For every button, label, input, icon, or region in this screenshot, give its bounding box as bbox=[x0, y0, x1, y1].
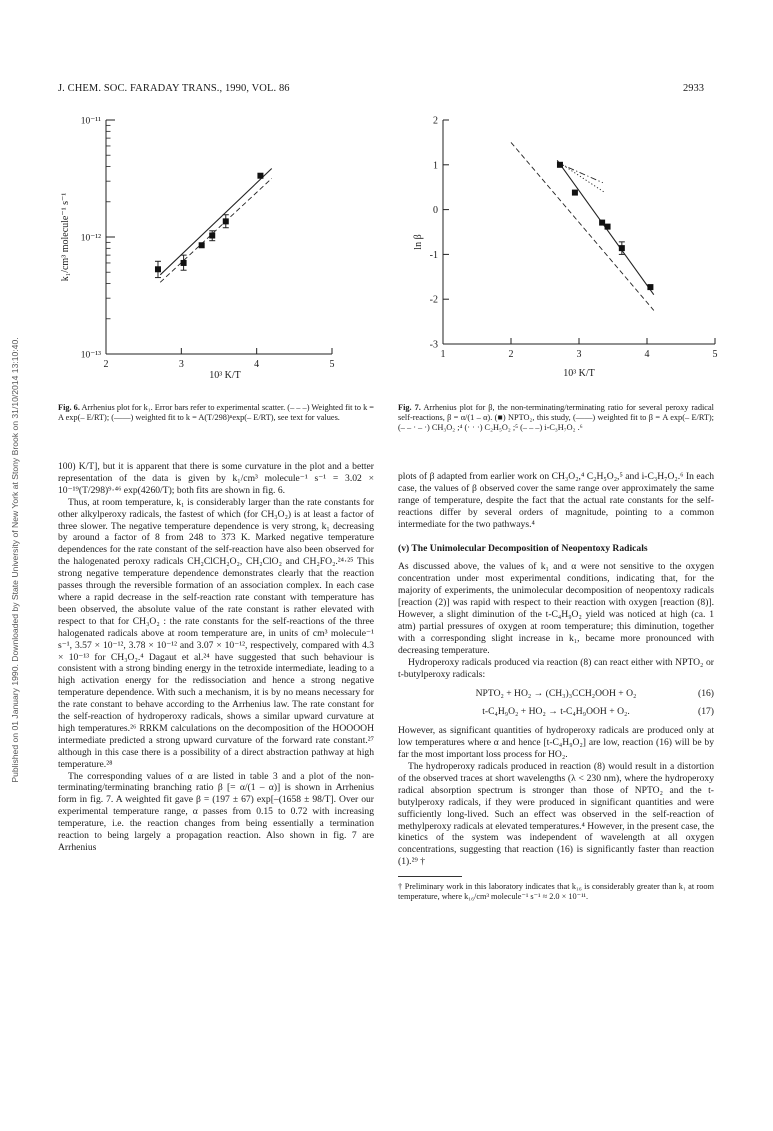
figure-6-label: Fig. 6. bbox=[58, 403, 80, 412]
x-tick-label: 4 bbox=[254, 359, 260, 370]
page-number: 2933 bbox=[683, 83, 704, 94]
footnote: † Preliminary work in this laboratory indicates that k₁₆ is considerably greater than k₁ at room temperature, where k₁₆/cm³ molecule⁻¹ s⁻¹ ≈ 2.0 × 10⁻¹¹. bbox=[398, 882, 714, 902]
equation-16-number: (16) bbox=[698, 687, 714, 699]
y-tick-label: -3 bbox=[429, 339, 438, 351]
x-tick-label: 5 bbox=[712, 349, 718, 360]
x-tick-label: 2 bbox=[508, 349, 514, 360]
fit-line-dash-dot bbox=[557, 163, 603, 183]
running-head: J. CHEM. SOC. FARADAY TRANS., 1990, VOL. 86 bbox=[58, 83, 290, 94]
y-axis-label: k₁/cm³ molecule⁻¹ s⁻¹ bbox=[60, 192, 71, 282]
right-paragraph-2: As discussed above, the values of k₁ and α were not sensitive to the oxygen concentration under most experimental conditions, indicating that, for the majority of experiments, the unimolecular decomposition of neopentoxy radicals [reaction (2)] was rapid with respect to their reaction with oxygen [reaction (8)]. However, a slight diminution of the t-C₄H₉O₂ yield was noticed at high (ca. 1 atm) partial pressures of oxygen at room temperature; this diminution, together with a corresponding slight increase in k₁, became more pronounced with decreasing temperature. bbox=[398, 561, 714, 656]
fit-line-solid bbox=[160, 169, 271, 275]
data-point bbox=[223, 218, 229, 224]
right-paragraph-5: The hydroperoxy radicals produced in reaction (8) would result in a distortion of the observed traces at short wavelengths (λ < 230 nm), where the hydroperoxy radical absorption spectrum is stronger than those of NPTO₂ and the t-butylperoxy radicals, if they were produced in significant quantities and were sufficiently long-lived. Such an effect was observed in the self-reaction of methylperoxy radicals at elevated temperatures.⁴ However, in the present case, the kinetics of the system was independent of wavelength at all oxygen concentrations, suggesting that reaction (16) is significantly faster than reaction (1).²⁹ † bbox=[398, 761, 714, 868]
figure-7-label: Fig. 7. bbox=[398, 403, 421, 412]
y-tick-label: -1 bbox=[429, 249, 438, 261]
fit-line-dashed bbox=[511, 142, 654, 310]
x-axis-label: 10³ K/T bbox=[563, 368, 595, 379]
fit-line-dashed bbox=[160, 178, 271, 282]
left-column bbox=[58, 461, 374, 854]
x-tick-label: 3 bbox=[576, 349, 582, 360]
watermark-text: Published on 01 January 1990. Downloaded by State University of New York at Stony Brook on 31/10/2014 13:10:40. bbox=[10, 337, 20, 783]
left-paragraph-2: Thus, at room temperature, k₁ is considerably larger than the rate constants for other alkylperoxy radicals, the fastest of which (for CH₃O₂) is at least a factor of three slower. The negative temperature dependence is very strong, k₁ decreasing by around a factor of 8 from 248 to 373 K. Marked negative temperature dependences for the rate constant of the self-reaction have also been observed for the halogenated peroxy radicals CH₂ClCH₂O₂, CH₂ClO₂ and CH₂FO₂.²⁴·²⁵ This strong negative temperature dependence demonstrates clearly that the reaction passes through the reversible formation of an association complex. In each case where a rapid decrease in the self-reaction rate constant with temperature has been observed, the absolute value of the rate constant is rather elevated with respect to that for CH₃O₂ : the rate constants for the self-reactions of the three halogenated radicals above at room temperature are, in units of cm³ molecule⁻¹ s⁻¹, 3.57 × 10⁻¹², 3.78 × 10⁻¹² and 3.07 × 10⁻¹², respectively, compared with 4.3 × 10⁻¹³ for CH₃O₂.⁴ Dagaut et al.²⁴ have suggested that such behaviour is consistent with a strong binding energy in the tetroxide intermediate, leading to a high activation energy for the redissociation and hence a strong negative temperature dependence. With such a mechanism, it is by no means necessary for the rate constant to behave according to the Arrhenius law. The rate constant for the self-reaction of hydroperoxy radicals, shows a similar upward curvature at high temperatures.²⁶ RRKM calculations on the decomposition of the HOOOOH intermediate predicted a strong upward curvature of the forward rate constant.²⁷ although in this case there is a possibility of a direct abstraction pathway at high temperature.²⁸ bbox=[58, 496, 374, 770]
y-tick-label: 2 bbox=[433, 115, 438, 127]
equation-17-body: t-C₄H₉O₂ + HO₂ → t-C₄H₉OOH + O₂. bbox=[482, 706, 630, 718]
data-point bbox=[155, 266, 161, 272]
data-point bbox=[209, 232, 215, 238]
x-axis-label: 10³ K/T bbox=[209, 370, 241, 381]
y-tick-label: 0 bbox=[433, 205, 438, 217]
right-paragraph-3: Hydroperoxy radicals produced via reaction (8) can react either with NPTO₂ or t-butylperoxy radicals: bbox=[398, 656, 714, 680]
x-tick-label: 4 bbox=[644, 349, 650, 360]
figure-6-caption-text: Arrhenius plot for k₁. Error bars refer to experimental scatter. (– – –) Weighted fit to k = A exp(– E/RT); (——) weighted fit to k = A(T/298)ⁿexp(– E/RT), see text for values. bbox=[58, 403, 374, 422]
equation-16 bbox=[398, 688, 714, 700]
y-axis-label: ln β bbox=[413, 234, 424, 250]
data-point bbox=[557, 162, 563, 168]
download-watermark bbox=[0, 0, 30, 1131]
data-point bbox=[619, 245, 625, 251]
footnote-rule bbox=[398, 876, 462, 877]
y-tick-label: 1 bbox=[433, 160, 438, 172]
x-tick-label: 5 bbox=[329, 359, 335, 370]
data-point bbox=[647, 284, 653, 290]
x-tick-label: 1 bbox=[440, 349, 446, 360]
y-tick-label: 10⁻¹¹ bbox=[80, 116, 101, 127]
section-heading: (v) The Unimolecular Decomposition of Neopentoxy Radicals bbox=[398, 542, 648, 554]
left-paragraph-1: 100) K/T], but it is apparent that there is some curvature in the plot and a better representation of the data is given by k₁/cm³ molecule⁻¹ s⁻¹ = 3.02 × 10⁻¹⁹(T/298)⁹·⁴⁶ exp(4260/T); both fits are shown in fig. 6. bbox=[58, 461, 374, 496]
right-paragraph-1: plots of β adapted from earlier work on CH₃O₂,⁴ C₂H₅O₂,⁵ and i-C₃H₇O₂.⁶ In each case, the values of β observed cover the same range over approximately the same range of temperature, despite the fact that the actual rate constants for the self-reactions differ by several orders of magnitude, pointing to a common intermediate for the two pathways.⁴ bbox=[398, 471, 714, 530]
equation-17 bbox=[398, 706, 714, 718]
data-point bbox=[181, 260, 187, 266]
fit-line-dotted bbox=[557, 161, 605, 192]
y-tick-label: 10⁻¹³ bbox=[80, 350, 101, 361]
right-column bbox=[398, 471, 714, 902]
y-tick-label: -2 bbox=[429, 294, 438, 306]
right-paragraph-4: However, as significant quantities of hydroperoxy radicals are produced only at low temperatures where α and hence [t-C₄H₉O₂] are low, reaction (16) will be by far the most important loss process for HO₂. bbox=[398, 725, 714, 761]
data-point bbox=[199, 242, 205, 248]
data-point bbox=[257, 173, 263, 179]
figure-6-caption bbox=[58, 403, 374, 423]
x-tick-label: 2 bbox=[103, 359, 109, 370]
data-point bbox=[572, 190, 578, 196]
data-point bbox=[605, 224, 611, 230]
figure-7-chart bbox=[405, 108, 735, 393]
equation-17-number: (17) bbox=[698, 706, 714, 718]
figure-7-caption bbox=[398, 403, 714, 433]
equation-16-body: NPTO₂ + HO₂ → (CH₃)₃CCH₂OOH + O₂ bbox=[475, 687, 637, 699]
x-tick-label: 3 bbox=[178, 359, 184, 370]
left-paragraph-3: The corresponding values of α are listed in table 3 and a plot of the non-terminating/terminating branching ratio β [= α/(1 – α)] is shown in Arrhenius form in fig. 7. A weighted fit gave β = (197 ± 67) exp[–(1658 ± 98/T]. Over our experimental temperature range, α passes from 0.15 to 0.72 with increasing temperature, i.e. the reaction changes from being essentially a termination reaction to being largely a propagation reaction. Also shown in fig. 7 are Arrhenius bbox=[58, 770, 374, 853]
figure-6-chart bbox=[40, 108, 370, 398]
data-point bbox=[599, 220, 605, 226]
figure-7-caption-text: Arrhenius plot for β, the non-terminating/terminating ratio for several peroxy radical self-reactions, β = α/(1 – α). (■) NPTO₂, this study, (——) weighted fit to β = A exp(– E/RT); (– – · – ·) CH₃O₂ ;⁴ (· · ·) C₂H₅O₂ ;⁵ (– – –) i-C₃H₇O₂ .⁶ bbox=[398, 403, 714, 432]
y-tick-label: 10⁻¹² bbox=[80, 233, 101, 244]
